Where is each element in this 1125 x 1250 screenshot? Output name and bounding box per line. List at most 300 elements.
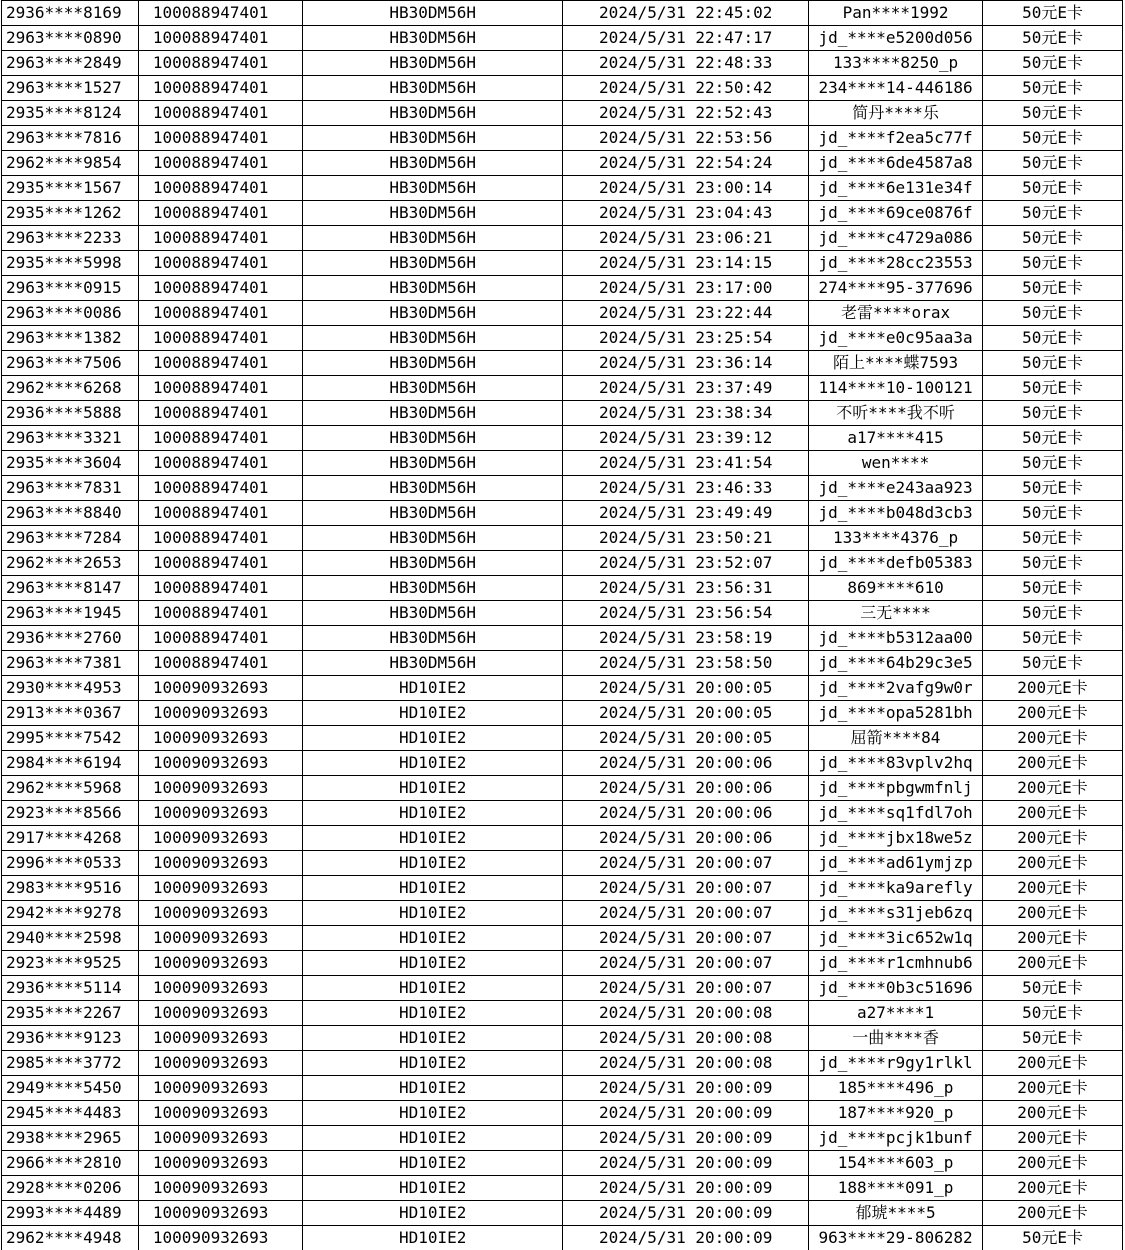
model-code-cell[interactable]: HB30DM56H xyxy=(302,151,563,176)
order-id-cell[interactable]: 2938****2965 xyxy=(2,1126,139,1151)
prize-cell[interactable]: 200元E卡 xyxy=(983,1176,1123,1201)
user-name-cell[interactable]: jd_****0b3c51696 xyxy=(809,976,983,1001)
model-code-cell[interactable]: HB30DM56H xyxy=(302,276,563,301)
datetime-cell[interactable]: 2024/5/31 20:00:07 xyxy=(563,976,809,1001)
model-code-cell[interactable]: HD10IE2 xyxy=(302,851,563,876)
order-id-cell[interactable]: 2949****5450 xyxy=(2,1076,139,1101)
order-id-cell[interactable]: 2936****8169 xyxy=(2,1,139,26)
user-name-cell[interactable]: jd_****e243aa923 xyxy=(809,476,983,501)
user-name-cell[interactable]: jd_****2vafg9w0r xyxy=(809,676,983,701)
datetime-cell[interactable]: 2024/5/31 20:00:09 xyxy=(563,1126,809,1151)
user-name-cell[interactable]: jd_****s31jeb6zq xyxy=(809,901,983,926)
product-id-cell[interactable]: 100088947401 xyxy=(138,376,302,401)
datetime-cell[interactable]: 2024/5/31 23:14:15 xyxy=(563,251,809,276)
model-code-cell[interactable]: HB30DM56H xyxy=(302,476,563,501)
order-id-cell[interactable]: 2936****2760 xyxy=(2,626,139,651)
order-id-cell[interactable]: 2935****1262 xyxy=(2,201,139,226)
user-name-cell[interactable]: jd_****r9gy1rlkl xyxy=(809,1051,983,1076)
product-id-cell[interactable]: 100088947401 xyxy=(138,126,302,151)
user-name-cell[interactable]: 154****603_p xyxy=(809,1151,983,1176)
datetime-cell[interactable]: 2024/5/31 20:00:06 xyxy=(563,776,809,801)
datetime-cell[interactable]: 2024/5/31 20:00:06 xyxy=(563,751,809,776)
order-id-cell[interactable]: 2984****6194 xyxy=(2,751,139,776)
user-name-cell[interactable]: 简丹****乐 xyxy=(809,101,983,126)
datetime-cell[interactable]: 2024/5/31 20:00:09 xyxy=(563,1226,809,1250)
product-id-cell[interactable]: 100088947401 xyxy=(138,76,302,101)
prize-cell[interactable]: 200元E卡 xyxy=(983,776,1123,801)
user-name-cell[interactable]: 133****8250_p xyxy=(809,51,983,76)
model-code-cell[interactable]: HB30DM56H xyxy=(302,251,563,276)
product-id-cell[interactable]: 100088947401 xyxy=(138,151,302,176)
prize-cell[interactable]: 200元E卡 xyxy=(983,826,1123,851)
product-id-cell[interactable]: 100090932693 xyxy=(138,826,302,851)
datetime-cell[interactable]: 2024/5/31 23:37:49 xyxy=(563,376,809,401)
datetime-cell[interactable]: 2024/5/31 20:00:06 xyxy=(563,801,809,826)
prize-cell[interactable]: 50元E卡 xyxy=(983,626,1123,651)
prize-cell[interactable]: 50元E卡 xyxy=(983,551,1123,576)
product-id-cell[interactable]: 100090932693 xyxy=(138,1126,302,1151)
model-code-cell[interactable]: HB30DM56H xyxy=(302,601,563,626)
prize-cell[interactable]: 50元E卡 xyxy=(983,251,1123,276)
order-id-cell[interactable]: 2985****3772 xyxy=(2,1051,139,1076)
datetime-cell[interactable]: 2024/5/31 22:45:02 xyxy=(563,1,809,26)
model-code-cell[interactable]: HD10IE2 xyxy=(302,701,563,726)
datetime-cell[interactable]: 2024/5/31 23:52:07 xyxy=(563,551,809,576)
datetime-cell[interactable]: 2024/5/31 20:00:09 xyxy=(563,1151,809,1176)
prize-cell[interactable]: 200元E卡 xyxy=(983,876,1123,901)
prize-cell[interactable]: 50元E卡 xyxy=(983,101,1123,126)
model-code-cell[interactable]: HD10IE2 xyxy=(302,1001,563,1026)
order-id-cell[interactable]: 2936****9123 xyxy=(2,1026,139,1051)
user-name-cell[interactable]: jd_****e5200d056 xyxy=(809,26,983,51)
product-id-cell[interactable]: 100088947401 xyxy=(138,1,302,26)
order-id-cell[interactable]: 2935****2267 xyxy=(2,1001,139,1026)
order-id-cell[interactable]: 2923****8566 xyxy=(2,801,139,826)
prize-cell[interactable]: 50元E卡 xyxy=(983,426,1123,451)
datetime-cell[interactable]: 2024/5/31 20:00:09 xyxy=(563,1176,809,1201)
product-id-cell[interactable]: 100088947401 xyxy=(138,26,302,51)
order-id-cell[interactable]: 2996****0533 xyxy=(2,851,139,876)
datetime-cell[interactable]: 2024/5/31 23:46:33 xyxy=(563,476,809,501)
user-name-cell[interactable]: 188****091_p xyxy=(809,1176,983,1201)
product-id-cell[interactable]: 100090932693 xyxy=(138,851,302,876)
user-name-cell[interactable]: 三无**** xyxy=(809,601,983,626)
product-id-cell[interactable]: 100090932693 xyxy=(138,1151,302,1176)
datetime-cell[interactable]: 2024/5/31 22:52:43 xyxy=(563,101,809,126)
user-name-cell[interactable]: 185****496_p xyxy=(809,1076,983,1101)
product-id-cell[interactable]: 100088947401 xyxy=(138,201,302,226)
datetime-cell[interactable]: 2024/5/31 20:00:09 xyxy=(563,1076,809,1101)
model-code-cell[interactable]: HB30DM56H xyxy=(302,76,563,101)
model-code-cell[interactable]: HD10IE2 xyxy=(302,926,563,951)
model-code-cell[interactable]: HD10IE2 xyxy=(302,1076,563,1101)
user-name-cell[interactable]: jd_****28cc23553 xyxy=(809,251,983,276)
prize-cell[interactable]: 200元E卡 xyxy=(983,1051,1123,1076)
user-name-cell[interactable]: jd_****f2ea5c77f xyxy=(809,126,983,151)
order-id-cell[interactable]: 2963****2849 xyxy=(2,51,139,76)
user-name-cell[interactable]: 郁琥****5 xyxy=(809,1201,983,1226)
user-name-cell[interactable]: jd_****r1cmhnub6 xyxy=(809,951,983,976)
product-id-cell[interactable]: 100088947401 xyxy=(138,426,302,451)
model-code-cell[interactable]: HB30DM56H xyxy=(302,626,563,651)
prize-cell[interactable]: 50元E卡 xyxy=(983,476,1123,501)
user-name-cell[interactable]: jd_****ad61ymjzp xyxy=(809,851,983,876)
datetime-cell[interactable]: 2024/5/31 20:00:05 xyxy=(563,676,809,701)
user-name-cell[interactable]: jd_****sq1fdl7oh xyxy=(809,801,983,826)
model-code-cell[interactable]: HB30DM56H xyxy=(302,201,563,226)
order-id-cell[interactable]: 2962****4948 xyxy=(2,1226,139,1250)
prize-cell[interactable]: 200元E卡 xyxy=(983,1201,1123,1226)
datetime-cell[interactable]: 2024/5/31 23:58:50 xyxy=(563,651,809,676)
order-id-cell[interactable]: 2963****1382 xyxy=(2,326,139,351)
datetime-cell[interactable]: 2024/5/31 23:49:49 xyxy=(563,501,809,526)
prize-cell[interactable]: 50元E卡 xyxy=(983,976,1123,1001)
model-code-cell[interactable]: HB30DM56H xyxy=(302,501,563,526)
order-id-cell[interactable]: 2963****7831 xyxy=(2,476,139,501)
order-id-cell[interactable]: 2963****0915 xyxy=(2,276,139,301)
prize-cell[interactable]: 50元E卡 xyxy=(983,526,1123,551)
prize-cell[interactable]: 50元E卡 xyxy=(983,276,1123,301)
order-id-cell[interactable]: 2963****2233 xyxy=(2,226,139,251)
datetime-cell[interactable]: 2024/5/31 23:56:31 xyxy=(563,576,809,601)
user-name-cell[interactable]: jd_****ka9arefly xyxy=(809,876,983,901)
model-code-cell[interactable]: HD10IE2 xyxy=(302,676,563,701)
user-name-cell[interactable]: jd_****jbx18we5z xyxy=(809,826,983,851)
datetime-cell[interactable]: 2024/5/31 20:00:08 xyxy=(563,1001,809,1026)
prize-cell[interactable]: 200元E卡 xyxy=(983,851,1123,876)
user-name-cell[interactable]: jd_****e0c95aa3a xyxy=(809,326,983,351)
prize-cell[interactable]: 50元E卡 xyxy=(983,1226,1123,1250)
model-code-cell[interactable]: HB30DM56H xyxy=(302,401,563,426)
order-id-cell[interactable]: 2963****8147 xyxy=(2,576,139,601)
user-name-cell[interactable]: jd_****pbgwmfnlj xyxy=(809,776,983,801)
product-id-cell[interactable]: 100090932693 xyxy=(138,1201,302,1226)
prize-cell[interactable]: 200元E卡 xyxy=(983,926,1123,951)
order-id-cell[interactable]: 2962****9854 xyxy=(2,151,139,176)
order-id-cell[interactable]: 2963****1945 xyxy=(2,601,139,626)
product-id-cell[interactable]: 100088947401 xyxy=(138,176,302,201)
datetime-cell[interactable]: 2024/5/31 22:50:42 xyxy=(563,76,809,101)
user-name-cell[interactable]: jd_****b048d3cb3 xyxy=(809,501,983,526)
product-id-cell[interactable]: 100090932693 xyxy=(138,1051,302,1076)
model-code-cell[interactable]: HD10IE2 xyxy=(302,1051,563,1076)
model-code-cell[interactable]: HD10IE2 xyxy=(302,876,563,901)
model-code-cell[interactable]: HB30DM56H xyxy=(302,226,563,251)
user-name-cell[interactable]: jd_****69ce0876f xyxy=(809,201,983,226)
order-id-cell[interactable]: 2966****2810 xyxy=(2,1151,139,1176)
product-id-cell[interactable]: 100088947401 xyxy=(138,526,302,551)
model-code-cell[interactable]: HD10IE2 xyxy=(302,951,563,976)
product-id-cell[interactable]: 100090932693 xyxy=(138,1226,302,1250)
order-id-cell[interactable]: 2936****5114 xyxy=(2,976,139,1001)
product-id-cell[interactable]: 100090932693 xyxy=(138,676,302,701)
user-name-cell[interactable]: jd_****pcjk1bunf xyxy=(809,1126,983,1151)
model-code-cell[interactable]: HB30DM56H xyxy=(302,376,563,401)
datetime-cell[interactable]: 2024/5/31 23:00:14 xyxy=(563,176,809,201)
user-name-cell[interactable]: 屈箭****84 xyxy=(809,726,983,751)
user-name-cell[interactable]: jd_****83vplv2hq xyxy=(809,751,983,776)
model-code-cell[interactable]: HD10IE2 xyxy=(302,751,563,776)
order-id-cell[interactable]: 2963****3321 xyxy=(2,426,139,451)
prize-cell[interactable]: 50元E卡 xyxy=(983,601,1123,626)
product-id-cell[interactable]: 100090932693 xyxy=(138,726,302,751)
datetime-cell[interactable]: 2024/5/31 20:00:07 xyxy=(563,876,809,901)
order-id-cell[interactable]: 2942****9278 xyxy=(2,901,139,926)
product-id-cell[interactable]: 100088947401 xyxy=(138,626,302,651)
product-id-cell[interactable]: 100090932693 xyxy=(138,901,302,926)
model-code-cell[interactable]: HB30DM56H xyxy=(302,526,563,551)
product-id-cell[interactable]: 100088947401 xyxy=(138,401,302,426)
prize-cell[interactable]: 200元E卡 xyxy=(983,951,1123,976)
order-id-cell[interactable]: 2962****5968 xyxy=(2,776,139,801)
order-id-cell[interactable]: 2913****0367 xyxy=(2,701,139,726)
order-id-cell[interactable]: 2935****5998 xyxy=(2,251,139,276)
order-id-cell[interactable]: 2935****8124 xyxy=(2,101,139,126)
order-id-cell[interactable]: 2963****7816 xyxy=(2,126,139,151)
order-id-cell[interactable]: 2963****7506 xyxy=(2,351,139,376)
product-id-cell[interactable]: 100088947401 xyxy=(138,276,302,301)
prize-cell[interactable]: 50元E卡 xyxy=(983,576,1123,601)
model-code-cell[interactable]: HD10IE2 xyxy=(302,1126,563,1151)
product-id-cell[interactable]: 100088947401 xyxy=(138,351,302,376)
user-name-cell[interactable]: jd_****c4729a086 xyxy=(809,226,983,251)
datetime-cell[interactable]: 2024/5/31 23:36:14 xyxy=(563,351,809,376)
model-code-cell[interactable]: HD10IE2 xyxy=(302,1026,563,1051)
prize-cell[interactable]: 50元E卡 xyxy=(983,76,1123,101)
prize-cell[interactable]: 50元E卡 xyxy=(983,126,1123,151)
product-id-cell[interactable]: 100088947401 xyxy=(138,451,302,476)
prize-cell[interactable]: 50元E卡 xyxy=(983,1001,1123,1026)
model-code-cell[interactable]: HD10IE2 xyxy=(302,1226,563,1250)
prize-cell[interactable]: 50元E卡 xyxy=(983,651,1123,676)
datetime-cell[interactable]: 2024/5/31 20:00:06 xyxy=(563,826,809,851)
datetime-cell[interactable]: 2024/5/31 20:00:05 xyxy=(563,726,809,751)
model-code-cell[interactable]: HB30DM56H xyxy=(302,176,563,201)
product-id-cell[interactable]: 100090932693 xyxy=(138,751,302,776)
model-code-cell[interactable]: HB30DM56H xyxy=(302,1,563,26)
prize-cell[interactable]: 50元E卡 xyxy=(983,501,1123,526)
model-code-cell[interactable]: HD10IE2 xyxy=(302,1151,563,1176)
datetime-cell[interactable]: 2024/5/31 23:04:43 xyxy=(563,201,809,226)
user-name-cell[interactable]: 不听****我不听 xyxy=(809,401,983,426)
user-name-cell[interactable]: Pan****1992 xyxy=(809,1,983,26)
model-code-cell[interactable]: HB30DM56H xyxy=(302,451,563,476)
model-code-cell[interactable]: HD10IE2 xyxy=(302,726,563,751)
order-id-cell[interactable]: 2963****7284 xyxy=(2,526,139,551)
model-code-cell[interactable]: HD10IE2 xyxy=(302,1176,563,1201)
product-id-cell[interactable]: 100088947401 xyxy=(138,301,302,326)
prize-cell[interactable]: 200元E卡 xyxy=(983,676,1123,701)
prize-cell[interactable]: 50元E卡 xyxy=(983,151,1123,176)
datetime-cell[interactable]: 2024/5/31 22:54:24 xyxy=(563,151,809,176)
datetime-cell[interactable]: 2024/5/31 20:00:05 xyxy=(563,701,809,726)
user-name-cell[interactable]: 133****4376_p xyxy=(809,526,983,551)
order-id-cell[interactable]: 2935****3604 xyxy=(2,451,139,476)
user-name-cell[interactable]: 963****29-806282 xyxy=(809,1226,983,1250)
order-id-cell[interactable]: 2940****2598 xyxy=(2,926,139,951)
product-id-cell[interactable]: 100088947401 xyxy=(138,476,302,501)
order-id-cell[interactable]: 2962****2653 xyxy=(2,551,139,576)
model-code-cell[interactable]: HB30DM56H xyxy=(302,576,563,601)
prize-cell[interactable]: 50元E卡 xyxy=(983,401,1123,426)
user-name-cell[interactable]: 234****14-446186 xyxy=(809,76,983,101)
user-name-cell[interactable]: 一曲****香 xyxy=(809,1026,983,1051)
model-code-cell[interactable]: HB30DM56H xyxy=(302,51,563,76)
model-code-cell[interactable]: HD10IE2 xyxy=(302,826,563,851)
datetime-cell[interactable]: 2024/5/31 23:22:44 xyxy=(563,301,809,326)
datetime-cell[interactable]: 2024/5/31 22:53:56 xyxy=(563,126,809,151)
datetime-cell[interactable]: 2024/5/31 23:56:54 xyxy=(563,601,809,626)
model-code-cell[interactable]: HB30DM56H xyxy=(302,326,563,351)
product-id-cell[interactable]: 100090932693 xyxy=(138,1176,302,1201)
user-name-cell[interactable]: jd_****opa5281bh xyxy=(809,701,983,726)
prize-cell[interactable]: 50元E卡 xyxy=(983,351,1123,376)
product-id-cell[interactable]: 100090932693 xyxy=(138,876,302,901)
order-id-cell[interactable]: 2963****0890 xyxy=(2,26,139,51)
prize-cell[interactable]: 50元E卡 xyxy=(983,201,1123,226)
product-id-cell[interactable]: 100088947401 xyxy=(138,576,302,601)
product-id-cell[interactable]: 100090932693 xyxy=(138,1076,302,1101)
datetime-cell[interactable]: 2024/5/31 23:06:21 xyxy=(563,226,809,251)
datetime-cell[interactable]: 2024/5/31 20:00:07 xyxy=(563,901,809,926)
user-name-cell[interactable]: 老雷****orax xyxy=(809,301,983,326)
product-id-cell[interactable]: 100088947401 xyxy=(138,601,302,626)
product-id-cell[interactable]: 100090932693 xyxy=(138,976,302,1001)
datetime-cell[interactable]: 2024/5/31 20:00:08 xyxy=(563,1026,809,1051)
model-code-cell[interactable]: HD10IE2 xyxy=(302,801,563,826)
model-code-cell[interactable]: HB30DM56H xyxy=(302,351,563,376)
model-code-cell[interactable]: HD10IE2 xyxy=(302,1201,563,1226)
model-code-cell[interactable]: HD10IE2 xyxy=(302,776,563,801)
product-id-cell[interactable]: 100088947401 xyxy=(138,101,302,126)
datetime-cell[interactable]: 2024/5/31 22:48:33 xyxy=(563,51,809,76)
prize-cell[interactable]: 200元E卡 xyxy=(983,1151,1123,1176)
prize-cell[interactable]: 200元E卡 xyxy=(983,751,1123,776)
model-code-cell[interactable]: HB30DM56H xyxy=(302,126,563,151)
user-name-cell[interactable]: 187****920_p xyxy=(809,1101,983,1126)
datetime-cell[interactable]: 2024/5/31 23:41:54 xyxy=(563,451,809,476)
product-id-cell[interactable]: 100090932693 xyxy=(138,801,302,826)
prize-cell[interactable]: 50元E卡 xyxy=(983,376,1123,401)
order-id-cell[interactable]: 2963****1527 xyxy=(2,76,139,101)
prize-cell[interactable]: 50元E卡 xyxy=(983,301,1123,326)
datetime-cell[interactable]: 2024/5/31 20:00:07 xyxy=(563,951,809,976)
product-id-cell[interactable]: 100090932693 xyxy=(138,701,302,726)
datetime-cell[interactable]: 2024/5/31 22:47:17 xyxy=(563,26,809,51)
order-id-cell[interactable]: 2963****0086 xyxy=(2,301,139,326)
model-code-cell[interactable]: HB30DM56H xyxy=(302,26,563,51)
prize-cell[interactable]: 200元E卡 xyxy=(983,726,1123,751)
product-id-cell[interactable]: 100088947401 xyxy=(138,501,302,526)
datetime-cell[interactable]: 2024/5/31 20:00:09 xyxy=(563,1201,809,1226)
user-name-cell[interactable]: jd_****6de4587a8 xyxy=(809,151,983,176)
product-id-cell[interactable]: 100088947401 xyxy=(138,651,302,676)
product-id-cell[interactable]: 100090932693 xyxy=(138,951,302,976)
prize-cell[interactable]: 50元E卡 xyxy=(983,51,1123,76)
user-name-cell[interactable]: 陌上****蝶7593 xyxy=(809,351,983,376)
product-id-cell[interactable]: 100088947401 xyxy=(138,251,302,276)
datetime-cell[interactable]: 2024/5/31 23:50:21 xyxy=(563,526,809,551)
order-id-cell[interactable]: 2983****9516 xyxy=(2,876,139,901)
order-id-cell[interactable]: 2923****9525 xyxy=(2,951,139,976)
datetime-cell[interactable]: 2024/5/31 23:39:12 xyxy=(563,426,809,451)
prize-cell[interactable]: 200元E卡 xyxy=(983,901,1123,926)
order-id-cell[interactable]: 2928****0206 xyxy=(2,1176,139,1201)
prize-cell[interactable]: 50元E卡 xyxy=(983,176,1123,201)
user-name-cell[interactable]: 869****610 xyxy=(809,576,983,601)
product-id-cell[interactable]: 100090932693 xyxy=(138,926,302,951)
model-code-cell[interactable]: HB30DM56H xyxy=(302,551,563,576)
datetime-cell[interactable]: 2024/5/31 23:17:00 xyxy=(563,276,809,301)
datetime-cell[interactable]: 2024/5/31 20:00:07 xyxy=(563,926,809,951)
user-name-cell[interactable]: wen**** xyxy=(809,451,983,476)
datetime-cell[interactable]: 2024/5/31 20:00:08 xyxy=(563,1051,809,1076)
prize-cell[interactable]: 200元E卡 xyxy=(983,801,1123,826)
product-id-cell[interactable]: 100088947401 xyxy=(138,326,302,351)
order-id-cell[interactable]: 2930****4953 xyxy=(2,676,139,701)
user-name-cell[interactable]: jd_****6e131e34f xyxy=(809,176,983,201)
product-id-cell[interactable]: 100090932693 xyxy=(138,1101,302,1126)
user-name-cell[interactable]: jd_****defb05383 xyxy=(809,551,983,576)
order-id-cell[interactable]: 2935****1567 xyxy=(2,176,139,201)
prize-cell[interactable]: 50元E卡 xyxy=(983,451,1123,476)
order-id-cell[interactable]: 2995****7542 xyxy=(2,726,139,751)
prize-cell[interactable]: 200元E卡 xyxy=(983,701,1123,726)
model-code-cell[interactable]: HB30DM56H xyxy=(302,301,563,326)
model-code-cell[interactable]: HD10IE2 xyxy=(302,976,563,1001)
model-code-cell[interactable]: HB30DM56H xyxy=(302,426,563,451)
order-id-cell[interactable]: 2936****5888 xyxy=(2,401,139,426)
prize-cell[interactable]: 50元E卡 xyxy=(983,1,1123,26)
user-name-cell[interactable]: 274****95-377696 xyxy=(809,276,983,301)
datetime-cell[interactable]: 2024/5/31 20:00:09 xyxy=(563,1101,809,1126)
order-id-cell[interactable]: 2945****4483 xyxy=(2,1101,139,1126)
model-code-cell[interactable]: HD10IE2 xyxy=(302,901,563,926)
prize-cell[interactable]: 50元E卡 xyxy=(983,26,1123,51)
product-id-cell[interactable]: 100088947401 xyxy=(138,51,302,76)
user-name-cell[interactable]: a17****415 xyxy=(809,426,983,451)
product-id-cell[interactable]: 100090932693 xyxy=(138,1001,302,1026)
order-id-cell[interactable]: 2963****7381 xyxy=(2,651,139,676)
order-id-cell[interactable]: 2993****4489 xyxy=(2,1201,139,1226)
model-code-cell[interactable]: HB30DM56H xyxy=(302,101,563,126)
product-id-cell[interactable]: 100090932693 xyxy=(138,1026,302,1051)
datetime-cell[interactable]: 2024/5/31 23:25:54 xyxy=(563,326,809,351)
product-id-cell[interactable]: 100088947401 xyxy=(138,226,302,251)
model-code-cell[interactable]: HD10IE2 xyxy=(302,1101,563,1126)
datetime-cell[interactable]: 2024/5/31 23:38:34 xyxy=(563,401,809,426)
prize-cell[interactable]: 50元E卡 xyxy=(983,1026,1123,1051)
user-name-cell[interactable]: jd_****3ic652w1q xyxy=(809,926,983,951)
product-id-cell[interactable]: 100088947401 xyxy=(138,551,302,576)
user-name-cell[interactable]: a27****1 xyxy=(809,1001,983,1026)
order-id-cell[interactable]: 2917****4268 xyxy=(2,826,139,851)
datetime-cell[interactable]: 2024/5/31 20:00:07 xyxy=(563,851,809,876)
prize-cell[interactable]: 200元E卡 xyxy=(983,1101,1123,1126)
datetime-cell[interactable]: 2024/5/31 23:58:19 xyxy=(563,626,809,651)
user-name-cell[interactable]: 114****10-100121 xyxy=(809,376,983,401)
order-id-cell[interactable]: 2962****6268 xyxy=(2,376,139,401)
prize-cell[interactable]: 200元E卡 xyxy=(983,1076,1123,1101)
prize-cell[interactable]: 200元E卡 xyxy=(983,1126,1123,1151)
prize-cell[interactable]: 50元E卡 xyxy=(983,326,1123,351)
product-id-cell[interactable]: 100090932693 xyxy=(138,776,302,801)
user-name-cell[interactable]: jd_****64b29c3e5 xyxy=(809,651,983,676)
model-code-cell[interactable]: HB30DM56H xyxy=(302,651,563,676)
order-id-cell[interactable]: 2963****8840 xyxy=(2,501,139,526)
prize-cell[interactable]: 50元E卡 xyxy=(983,226,1123,251)
user-name-cell[interactable]: jd_****b5312aa00 xyxy=(809,626,983,651)
